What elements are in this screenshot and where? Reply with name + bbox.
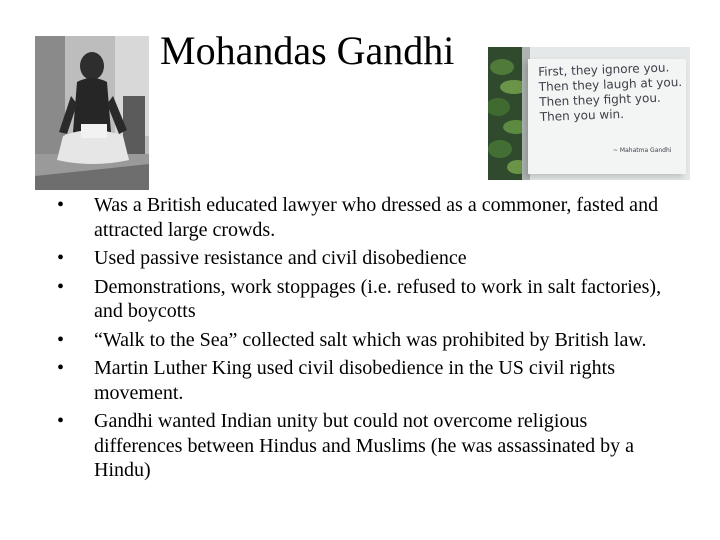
- quote-line: Then you win.: [539, 107, 625, 124]
- slide-title: Mohandas Gandhi: [160, 28, 455, 73]
- bullet-item: [57, 275, 667, 324]
- bullet-text: Demonstrations, work stoppages (i.e. refused to work in salt factories), and boycotts: [94, 275, 662, 322]
- bullet-dot: •: [57, 328, 65, 351]
- gandhi-photo-illustration: [35, 36, 149, 190]
- bullet-text: Used passive resistance and civil disobedience: [94, 247, 467, 269]
- gandhi-photo: [35, 36, 149, 190]
- bullet-dot: •: [57, 410, 65, 432]
- bullet-dot: •: [57, 357, 65, 379]
- quote-text: [538, 60, 690, 125]
- bullet-list: [57, 193, 667, 487]
- bullet-dot: •: [57, 275, 65, 298]
- quote-line: First, they ignore you.: [538, 60, 670, 79]
- quote-line: Then they fight you.: [539, 90, 661, 109]
- quote-line: Then they laugh at you.: [538, 74, 683, 94]
- bullet-item: [57, 409, 667, 483]
- bullet-item: [57, 356, 667, 405]
- bullet-dot: •: [57, 247, 65, 269]
- bullet-text: “Walk to the Sea” collected salt which was prohibited by British law.: [94, 328, 647, 351]
- bullet-text: Gandhi wanted Indian unity but could not overcome religious differences between Hindus and Muslims (he was assassinated by a Hindu): [94, 410, 635, 481]
- bullet-text: Martin Luther King used civil disobedience in the US civil rights movement.: [94, 357, 616, 404]
- bullet-item: [57, 328, 667, 353]
- bullet-text: Was a British educated lawyer who dressed as a commoner, fasted and attracted large crowds.: [94, 194, 659, 241]
- quote-attribution: ~ Mahatma Gandhi: [613, 147, 672, 154]
- bullet-dot: •: [57, 194, 65, 216]
- bullet-item: [57, 193, 667, 242]
- bullet-item: [57, 246, 667, 271]
- quote-photo: [488, 47, 690, 180]
